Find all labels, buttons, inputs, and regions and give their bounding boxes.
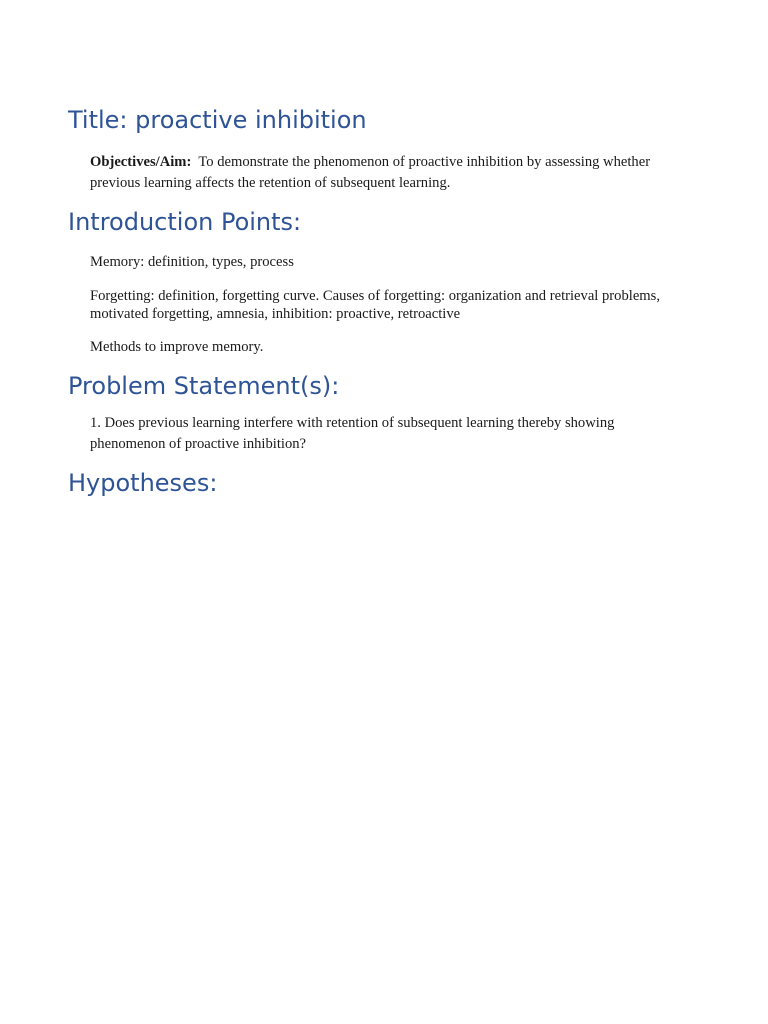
problem-statement-heading: Problem Statement(s): bbox=[68, 372, 340, 400]
objectives-label: Objectives/Aim: bbox=[90, 154, 192, 170]
introduction-point-memory: Memory: definition, types, process bbox=[90, 254, 294, 270]
hypotheses-heading: Hypotheses: bbox=[68, 469, 218, 497]
objectives-text: To demonstrate the phenomenon of proactive inhibition by assessing whether previous learning affects the retention of subsequent learning. bbox=[90, 154, 651, 191]
objectives-paragraph bbox=[90, 152, 690, 194]
introduction-point-methods: Methods to improve memory. bbox=[90, 339, 264, 355]
introduction-heading: Introduction Points: bbox=[68, 208, 302, 236]
title-heading: Title: proactive inhibition bbox=[68, 106, 367, 134]
problem-statement-item: 1. Does previous learning interfere with retention of subsequent learning thereby showing phenomenon of proactive inhibition? bbox=[90, 415, 615, 452]
introduction-point-forgetting: Forgetting: definition, forgetting curve. Causes of forgetting: organization and retrieval problems, motivated forgetting, amnesia, inhibition: proactive, retroactive bbox=[90, 288, 660, 322]
